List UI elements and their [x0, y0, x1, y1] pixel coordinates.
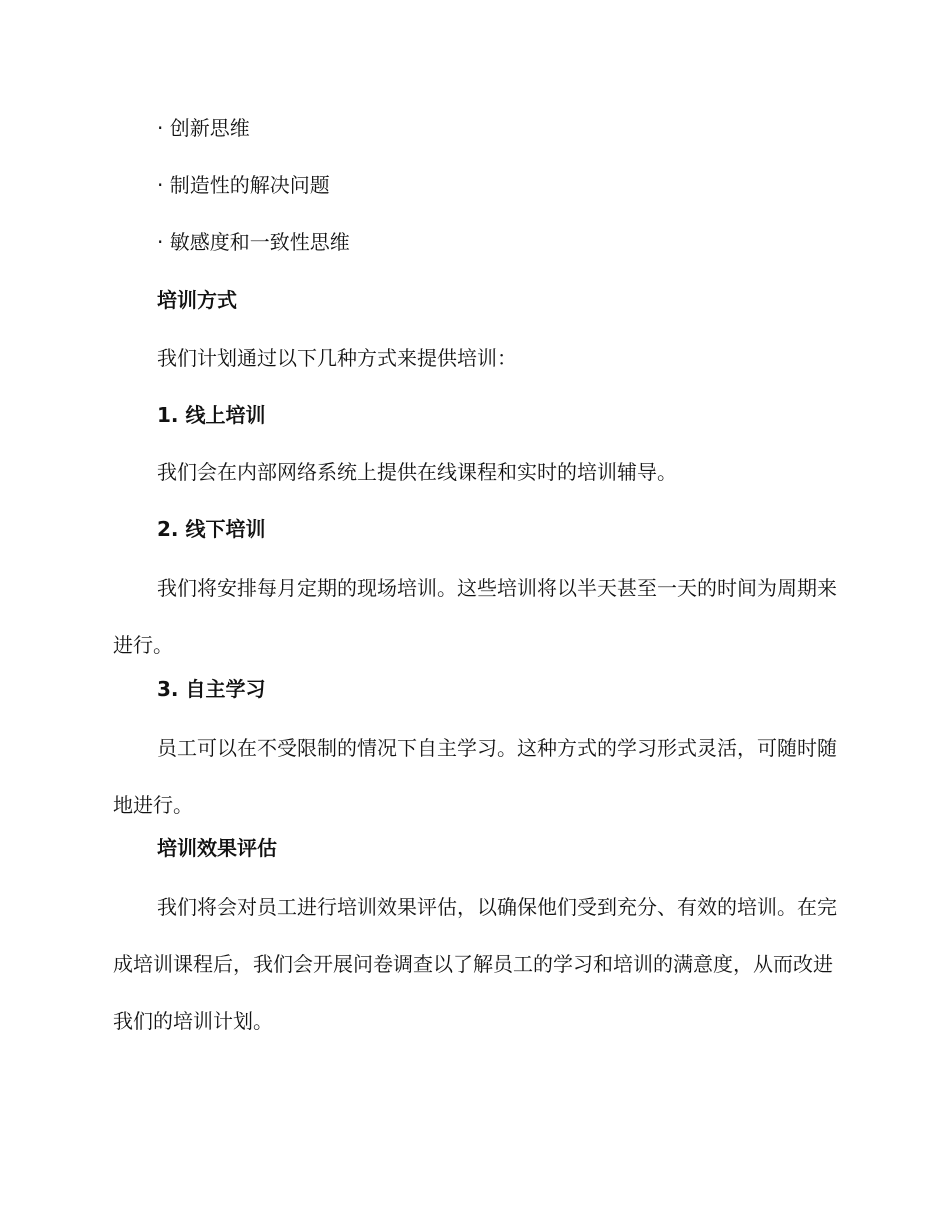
method-title-online: 1. 线上培训	[157, 403, 266, 427]
section-heading-methods: 培训方式	[157, 288, 237, 312]
evaluation-text: 我们将会对员工进行培训效果评估，以确保他们受到充分、有效的培训。在完成培训课程后，我们会开展问卷调查以了解员工的学习和培训的满意度，从而改进我们的培训计划。	[113, 895, 837, 1033]
method-title-offline: 2. 线下培训	[157, 517, 266, 541]
method-text-online: 我们会在内部网络系统上提供在线课程和实时的培训辅导。	[157, 460, 677, 484]
method-text-self-study: 员工可以在不受限制的情况下自主学习。这种方式的学习形式灵活，可随时随地进行。	[113, 736, 837, 817]
bullet-item: · 创新思维	[157, 116, 250, 140]
bullet-item: · 制造性的解决问题	[157, 173, 330, 197]
methods-intro: 我们计划通过以下几种方式来提供培训：	[157, 346, 517, 370]
method-title-self-study: 3. 自主学习	[157, 677, 266, 701]
section-heading-evaluation: 培训效果评估	[157, 836, 277, 860]
method-text-offline: 我们将安排每月定期的现场培训。这些培训将以半天甚至一天的时间为周期来进行。	[113, 576, 837, 657]
bullet-item: · 敏感度和一致性思维	[157, 230, 350, 254]
